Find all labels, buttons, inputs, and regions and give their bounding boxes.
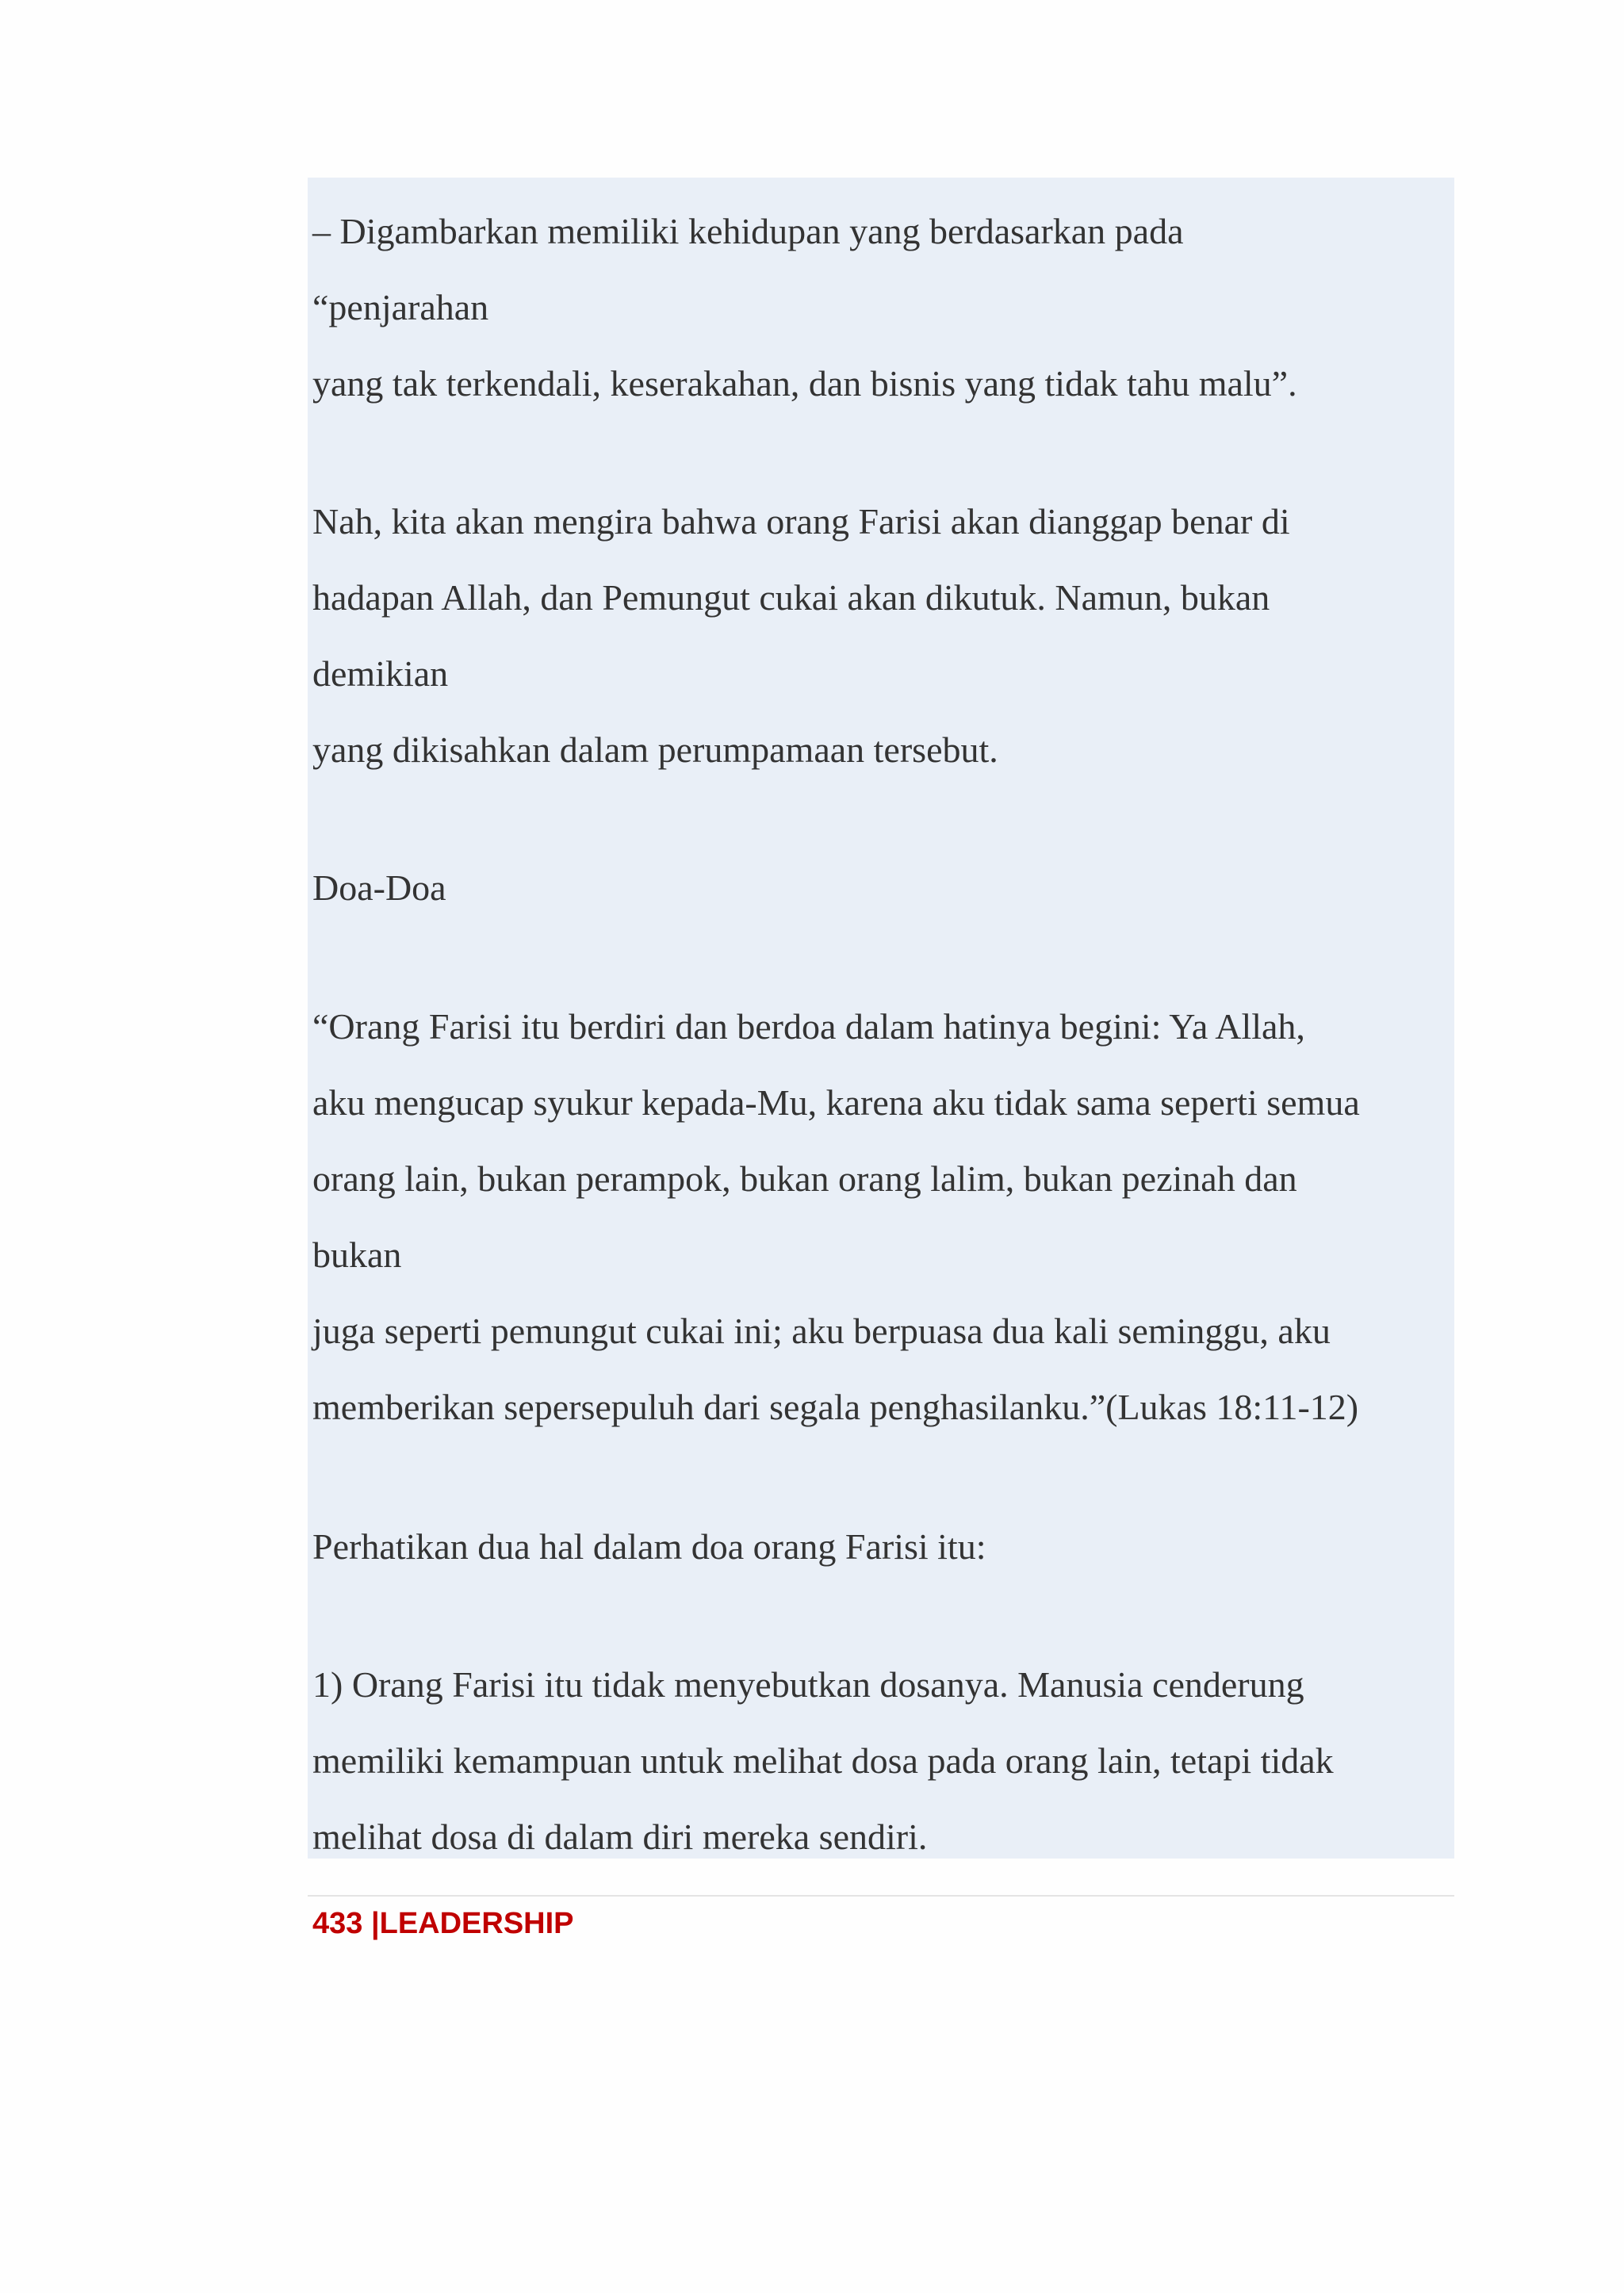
text-line: hadapan Allah, dan Pemungut cukai akan dikutuk. Namun, bukan [312, 577, 1270, 618]
footer-separator: | [362, 1907, 380, 1940]
text-line: “penjarahan [312, 287, 489, 327]
text-line: Perhatikan dua hal dalam doa orang Farisi itu: [312, 1526, 986, 1567]
text-line: memberikan sepersepuluh dari segala penghasilanku.”(Lukas 18:11-12) [312, 1387, 1359, 1427]
page-number: 433 [312, 1907, 363, 1940]
text-line: bukan [312, 1235, 402, 1275]
text-line: orang lain, bukan perampok, bukan orang lalim, bukan pezinah dan [312, 1158, 1297, 1199]
section-heading: Doa-Doa [312, 867, 446, 908]
text-line: – Digambarkan memiliki kehidupan yang berdasarkan pada [312, 211, 1184, 251]
page-footer [312, 1901, 574, 1946]
text-line: yang dikisahkan dalam perumpamaan tersebut. [312, 729, 998, 770]
text-line: melihat dosa di dalam diri mereka sendiri. [312, 1816, 928, 1857]
text-line: yang tak terkendali, keserakahan, dan bisnis yang tidak tahu malu”. [312, 363, 1297, 404]
footer-section-title: LEADERSHIP [379, 1907, 574, 1940]
text-line: aku mengucap syukur kepada-Mu, karena aku tidak sama seperti semua [312, 1082, 1360, 1123]
highlighted-text-block [308, 178, 1454, 1859]
text-line: Nah, kita akan mengira bahwa orang Farisi akan dianggap benar di [312, 501, 1290, 542]
text-line: 1) Orang Farisi itu tidak menyebutkan dosanya. Manusia cenderung [312, 1664, 1304, 1705]
text-line: memiliki kemampuan untuk melihat dosa pada orang lain, tetapi tidak [312, 1740, 1334, 1781]
footer-divider [308, 1895, 1454, 1897]
text-line: “Orang Farisi itu berdiri dan berdoa dalam hatinya begini: Ya Allah, [312, 1006, 1305, 1047]
text-line: demikian [312, 653, 449, 694]
text-line: juga seperti pemungut cukai ini; aku berpuasa dua kali seminggu, aku [312, 1311, 1331, 1351]
